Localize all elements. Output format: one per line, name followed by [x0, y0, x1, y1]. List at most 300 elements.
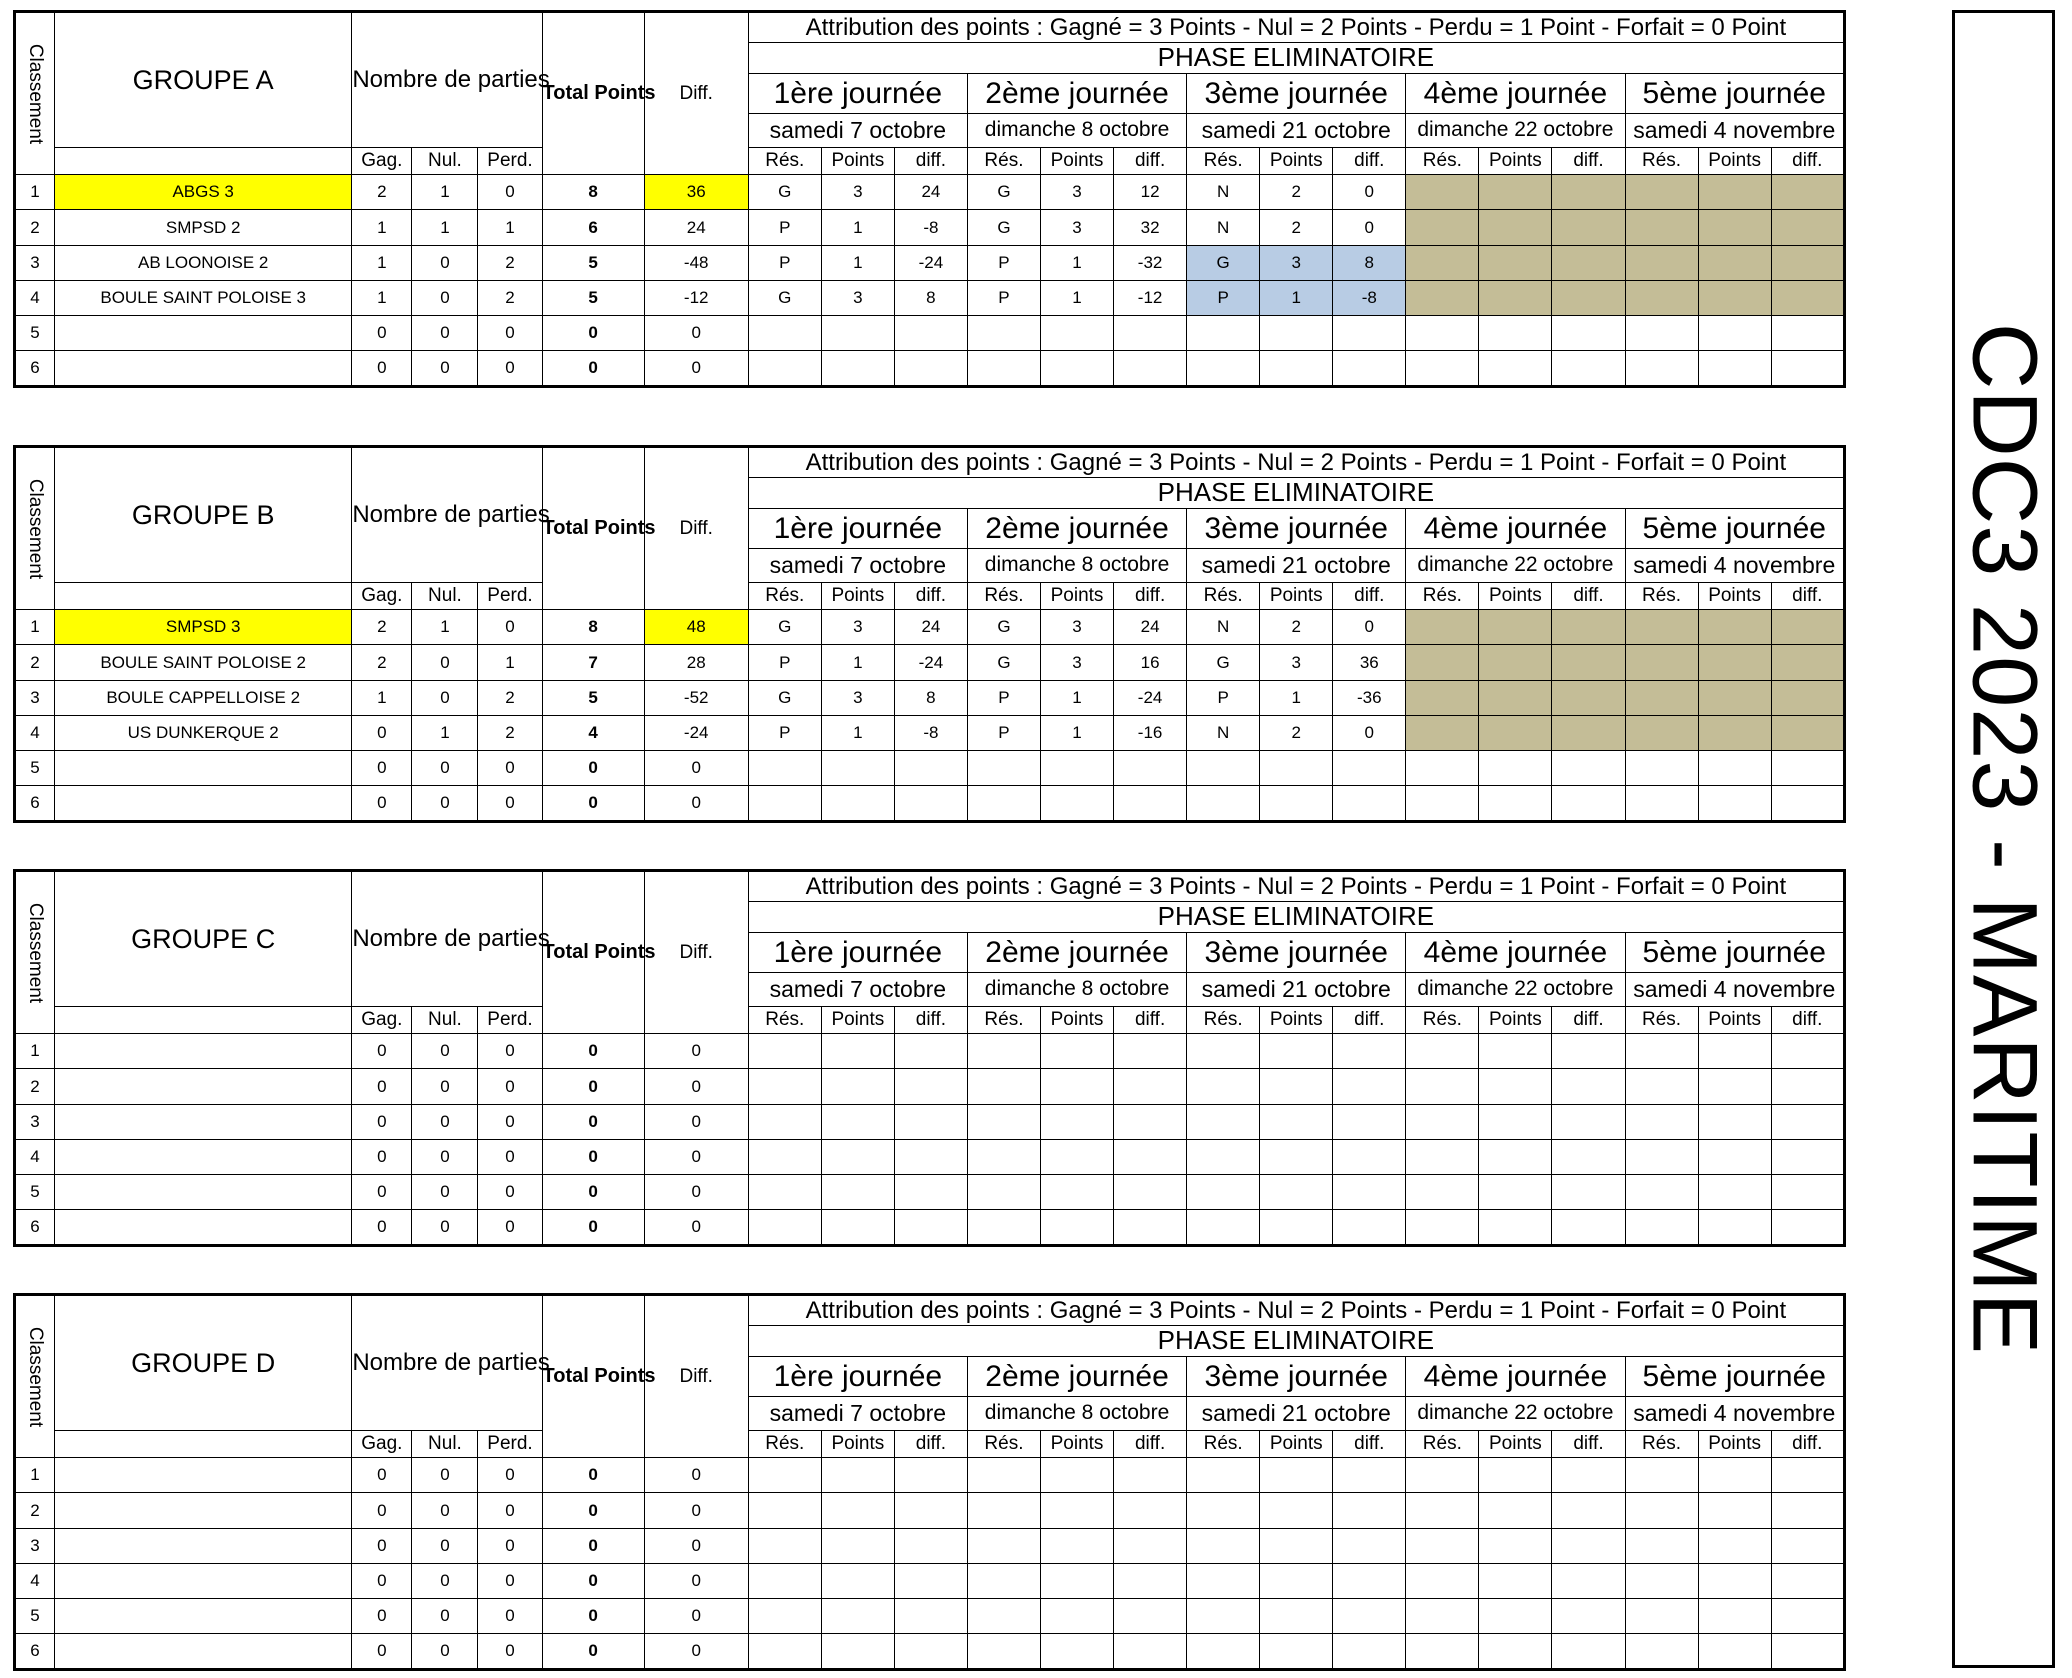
day-points-cell: [1479, 1634, 1552, 1669]
day-points-cell: [1479, 786, 1552, 821]
day-res-cell: [1187, 751, 1260, 786]
table-row: [15, 1458, 1845, 1493]
perd-cell: 2: [478, 245, 542, 280]
day-points-cell: [821, 351, 894, 386]
gag-cell: 0: [352, 1175, 412, 1210]
diff-cell: 0: [644, 1458, 748, 1493]
nul-cell: 0: [412, 1210, 478, 1245]
day-res-cell: [1406, 1634, 1479, 1669]
day-diff-cell: [1552, 1034, 1625, 1069]
rank-cell: 1: [15, 1034, 55, 1069]
gag-cell: 0: [352, 1528, 412, 1563]
day-res-cell: [1406, 680, 1479, 715]
day-res-cell: [1625, 1599, 1698, 1634]
table-row: [15, 175, 1845, 210]
day-points-cell: [1260, 1069, 1333, 1104]
day-res-cell: [1406, 751, 1479, 786]
rank-cell: 1: [15, 610, 55, 645]
day-res-cell: [1625, 175, 1698, 210]
day-res-cell: [1406, 1175, 1479, 1210]
day-diff-cell: [1771, 1210, 1844, 1245]
day-res-cell: G: [967, 610, 1040, 645]
day-res-cell: [1406, 1458, 1479, 1493]
table-row: [15, 1634, 1845, 1669]
day-points-cell: 2: [1260, 210, 1333, 245]
day-diff-cell: [1114, 1104, 1187, 1139]
day-diff-cell: [894, 786, 967, 821]
day-points-cell: [1041, 1458, 1114, 1493]
day-diff-cell: [1771, 1458, 1844, 1493]
day-points-cell: [1479, 1139, 1552, 1174]
total-cell: 0: [542, 351, 644, 386]
day-points-cell: [1041, 1104, 1114, 1139]
rank-cell: 6: [15, 786, 55, 821]
day-diff-cell: [1771, 751, 1844, 786]
day-res-cell: [748, 1210, 821, 1245]
team-cell: AB LOONOISE 2: [55, 245, 352, 280]
nul-cell: 0: [412, 1493, 478, 1528]
day-points-cell: [821, 316, 894, 351]
journee-header: 1ère journée: [748, 74, 967, 114]
day-points-cell: [1260, 1563, 1333, 1598]
gag-cell: 1: [352, 280, 412, 315]
nombre-parties-header: Nombre de parties: [352, 447, 542, 583]
day-diff-cell: [1552, 1458, 1625, 1493]
classement-header: [15, 871, 55, 1034]
day-res-cell: [967, 1210, 1040, 1245]
group-table: [13, 445, 1846, 823]
table-row: [15, 316, 1845, 351]
day-res-cell: P: [1187, 280, 1260, 315]
day-res-cell: [748, 1104, 821, 1139]
day-points-cell: 3: [821, 280, 894, 315]
day-points-cell: [1698, 351, 1771, 386]
day-points-cell: [1698, 1069, 1771, 1104]
total-cell: 0: [542, 1634, 644, 1669]
day-points-cell: [1698, 610, 1771, 645]
day-diff-header: diff.: [1114, 1431, 1187, 1458]
team-sub-header: [55, 1431, 352, 1458]
day-diff-cell: [1771, 351, 1844, 386]
perd-cell: 2: [478, 280, 542, 315]
day-points-cell: [1479, 351, 1552, 386]
day-res-cell: [1406, 1493, 1479, 1528]
day-points-cell: [1041, 316, 1114, 351]
points-header: Points: [1698, 1431, 1771, 1458]
day-points-cell: [1260, 1458, 1333, 1493]
day-res-cell: [1625, 1634, 1698, 1669]
diff-cell: 0: [644, 1634, 748, 1669]
day-points-cell: [1698, 751, 1771, 786]
perd-cell: 0: [478, 1034, 542, 1069]
perd-cell: 0: [478, 1458, 542, 1493]
day-res-cell: [967, 1175, 1040, 1210]
day-diff-cell: [1114, 1563, 1187, 1598]
day-res-cell: P: [967, 280, 1040, 315]
day-diff-cell: [894, 1493, 967, 1528]
nul-header: Nul.: [412, 1431, 478, 1458]
day-res-cell: N: [1187, 175, 1260, 210]
day-res-cell: G: [1187, 645, 1260, 680]
total-cell: 6: [542, 210, 644, 245]
day-diff-cell: [894, 1634, 967, 1669]
team-cell: [55, 1069, 352, 1104]
journee-date: samedi 4 novembre: [1625, 114, 1845, 148]
day-diff-cell: 0: [1333, 210, 1406, 245]
nul-cell: 0: [412, 1563, 478, 1598]
day-points-cell: [1260, 316, 1333, 351]
day-diff-cell: -12: [1114, 280, 1187, 315]
perd-header: Perd.: [478, 583, 542, 610]
day-res-cell: [967, 1139, 1040, 1174]
day-diff-cell: 8: [894, 680, 967, 715]
perd-cell: 0: [478, 1175, 542, 1210]
day-res-cell: [967, 1069, 1040, 1104]
nul-header: Nul.: [412, 148, 478, 175]
day-res-cell: [748, 316, 821, 351]
day-points-cell: [1041, 351, 1114, 386]
gag-header: Gag.: [352, 1431, 412, 1458]
day-diff-cell: [1333, 1139, 1406, 1174]
res-header: Rés.: [1625, 1431, 1698, 1458]
day-res-cell: [1625, 786, 1698, 821]
nul-cell: 0: [412, 1528, 478, 1563]
team-cell: [55, 1139, 352, 1174]
journee-date: samedi 7 octobre: [748, 114, 967, 148]
gag-cell: 1: [352, 245, 412, 280]
total-cell: 0: [542, 316, 644, 351]
perd-header: Perd.: [478, 148, 542, 175]
day-diff-cell: -24: [894, 245, 967, 280]
day-points-cell: [1698, 786, 1771, 821]
journee-date: dimanche 22 octobre: [1406, 1397, 1625, 1431]
journee-header: 5ème journée: [1625, 74, 1845, 114]
day-diff-cell: -24: [894, 645, 967, 680]
team-cell: BOULE SAINT POLOISE 3: [55, 280, 352, 315]
day-diff-header: diff.: [1333, 1431, 1406, 1458]
table-row: [15, 1175, 1845, 1210]
day-res-cell: [967, 1634, 1040, 1669]
day-res-cell: [1187, 1493, 1260, 1528]
team-cell: [55, 1175, 352, 1210]
gag-cell: 2: [352, 610, 412, 645]
day-points-cell: [1260, 1034, 1333, 1069]
day-res-cell: G: [748, 610, 821, 645]
day-points-cell: [821, 1458, 894, 1493]
table-row: [15, 645, 1845, 680]
table-row: [15, 1493, 1845, 1528]
points-header: Points: [1260, 1431, 1333, 1458]
nul-cell: 0: [412, 1104, 478, 1139]
day-points-cell: 1: [1041, 680, 1114, 715]
day-points-cell: [1698, 316, 1771, 351]
day-points-cell: [1479, 175, 1552, 210]
points-header: Points: [1041, 583, 1114, 610]
day-points-cell: [1479, 1563, 1552, 1598]
day-diff-cell: [894, 316, 967, 351]
day-res-cell: P: [748, 645, 821, 680]
journee-header: 4ème journée: [1406, 933, 1625, 973]
gag-cell: 0: [352, 1563, 412, 1598]
day-points-cell: [1479, 610, 1552, 645]
journee-header: 4ème journée: [1406, 74, 1625, 114]
team-cell: [55, 1528, 352, 1563]
day-points-cell: [1698, 645, 1771, 680]
day-diff-cell: [1333, 351, 1406, 386]
points-header: Points: [1041, 148, 1114, 175]
table-row: [15, 1139, 1845, 1174]
gag-cell: 0: [352, 1210, 412, 1245]
points-header: Points: [1479, 148, 1552, 175]
gag-cell: 0: [352, 715, 412, 750]
points-attribution: Attribution des points : Gagné = 3 Points - Nul = 2 Points - Perdu = 1 Point - Forfait = 0 Point: [748, 871, 1844, 902]
day-res-cell: [1187, 1599, 1260, 1634]
table-row: [15, 680, 1845, 715]
day-res-cell: [1625, 1458, 1698, 1493]
nul-cell: 0: [412, 1139, 478, 1174]
day-diff-header: diff.: [894, 583, 967, 610]
day-points-cell: [821, 786, 894, 821]
day-diff-cell: [1333, 751, 1406, 786]
day-res-cell: [748, 751, 821, 786]
day-diff-cell: [1552, 351, 1625, 386]
total-cell: 5: [542, 280, 644, 315]
classement-header: [15, 447, 55, 610]
gag-cell: 0: [352, 1139, 412, 1174]
res-header: Rés.: [1406, 583, 1479, 610]
day-res-cell: [1625, 645, 1698, 680]
day-diff-cell: [1333, 1634, 1406, 1669]
team-sub-header: [55, 1007, 352, 1034]
team-sub-header: [55, 583, 352, 610]
day-res-cell: [1406, 1069, 1479, 1104]
day-points-cell: [821, 751, 894, 786]
group-name: GROUPE C: [55, 871, 352, 1007]
diff-cell: -24: [644, 715, 748, 750]
day-diff-cell: [1552, 786, 1625, 821]
day-res-cell: [1625, 680, 1698, 715]
day-diff-header: diff.: [894, 148, 967, 175]
day-res-cell: [967, 316, 1040, 351]
day-diff-cell: [1114, 1599, 1187, 1634]
gag-cell: 0: [352, 751, 412, 786]
points-header: Points: [1698, 1007, 1771, 1034]
day-res-cell: [748, 1458, 821, 1493]
day-res-cell: [1625, 751, 1698, 786]
day-points-cell: [1041, 1528, 1114, 1563]
day-points-cell: [1698, 1599, 1771, 1634]
day-res-cell: [967, 751, 1040, 786]
day-diff-cell: [894, 1104, 967, 1139]
day-diff-cell: [1552, 610, 1625, 645]
gag-cell: 0: [352, 1599, 412, 1634]
classement-label: Classement: [24, 478, 46, 579]
day-points-cell: [1041, 1139, 1114, 1174]
day-diff-cell: [1771, 1493, 1844, 1528]
total-points-header: Total Points: [542, 1295, 644, 1458]
day-points-cell: [821, 1563, 894, 1598]
day-points-cell: [821, 1210, 894, 1245]
journee-header: 1ère journée: [748, 933, 967, 973]
day-points-cell: [1698, 1634, 1771, 1669]
perd-cell: 0: [478, 1210, 542, 1245]
gag-header: Gag.: [352, 148, 412, 175]
day-points-cell: [1479, 280, 1552, 315]
day-points-cell: 3: [821, 680, 894, 715]
nul-cell: 0: [412, 1634, 478, 1669]
res-header: Rés.: [748, 148, 821, 175]
day-points-cell: [1698, 1493, 1771, 1528]
diff-header: Diff.: [644, 871, 748, 1034]
gag-header: Gag.: [352, 583, 412, 610]
day-diff-cell: [1114, 1634, 1187, 1669]
journee-date: samedi 21 octobre: [1187, 114, 1406, 148]
nul-cell: 0: [412, 680, 478, 715]
day-res-cell: [967, 1599, 1040, 1634]
day-points-cell: 2: [1260, 715, 1333, 750]
day-points-cell: [1041, 1210, 1114, 1245]
day-diff-cell: [1552, 1528, 1625, 1563]
gag-cell: 1: [352, 680, 412, 715]
team-cell: [55, 751, 352, 786]
nombre-parties-header: Nombre de parties: [352, 871, 542, 1007]
group-table: [13, 869, 1846, 1247]
points-header: Points: [821, 1431, 894, 1458]
table-row: [15, 1069, 1845, 1104]
total-cell: 5: [542, 680, 644, 715]
rank-cell: 6: [15, 1210, 55, 1245]
day-res-cell: [1187, 1210, 1260, 1245]
gag-cell: 0: [352, 786, 412, 821]
day-points-cell: [1698, 1104, 1771, 1139]
nul-cell: 0: [412, 1034, 478, 1069]
day-diff-header: diff.: [1552, 1007, 1625, 1034]
diff-cell: 0: [644, 351, 748, 386]
day-points-cell: [821, 1104, 894, 1139]
res-header: Rés.: [1187, 148, 1260, 175]
journee-date: samedi 7 octobre: [748, 1397, 967, 1431]
day-res-cell: [1187, 316, 1260, 351]
rank-cell: 6: [15, 1634, 55, 1669]
day-points-cell: [1260, 1528, 1333, 1563]
rank-cell: 4: [15, 280, 55, 315]
total-cell: 0: [542, 1599, 644, 1634]
diff-header: Diff.: [644, 12, 748, 175]
day-res-cell: [1625, 316, 1698, 351]
rank-cell: 4: [15, 715, 55, 750]
journee-header: 3ème journée: [1187, 74, 1406, 114]
day-points-cell: [1041, 1599, 1114, 1634]
total-cell: 0: [542, 1034, 644, 1069]
perd-cell: 2: [478, 715, 542, 750]
rank-cell: 3: [15, 1528, 55, 1563]
journee-header: 3ème journée: [1187, 509, 1406, 549]
day-diff-cell: [1771, 1175, 1844, 1210]
day-diff-header: diff.: [1771, 1431, 1844, 1458]
day-points-cell: 1: [1041, 715, 1114, 750]
journee-header: 2ème journée: [967, 509, 1186, 549]
day-diff-cell: [1771, 1563, 1844, 1598]
day-diff-cell: [1771, 1069, 1844, 1104]
day-res-cell: [1406, 645, 1479, 680]
nul-cell: 1: [412, 715, 478, 750]
day-diff-cell: [894, 1034, 967, 1069]
day-points-cell: 3: [1041, 610, 1114, 645]
points-header: Points: [821, 1007, 894, 1034]
day-points-cell: [1041, 786, 1114, 821]
total-points-header: Total Points: [542, 871, 644, 1034]
day-points-cell: [1479, 1034, 1552, 1069]
perd-cell: 0: [478, 316, 542, 351]
day-res-cell: [748, 786, 821, 821]
day-points-cell: [1260, 1104, 1333, 1139]
journee-date: samedi 7 octobre: [748, 549, 967, 583]
points-header: Points: [1260, 583, 1333, 610]
rank-cell: 2: [15, 210, 55, 245]
day-diff-cell: [1771, 245, 1844, 280]
journee-header: 1ère journée: [748, 1357, 967, 1397]
day-points-cell: 1: [821, 645, 894, 680]
day-points-cell: [1479, 210, 1552, 245]
day-diff-cell: [894, 751, 967, 786]
table-row: [15, 610, 1845, 645]
day-diff-cell: [1771, 680, 1844, 715]
total-cell: 0: [542, 1493, 644, 1528]
points-header: Points: [1260, 148, 1333, 175]
day-points-cell: [1479, 316, 1552, 351]
day-diff-cell: [1114, 1034, 1187, 1069]
nombre-parties-header: Nombre de parties: [352, 12, 542, 148]
day-res-cell: N: [1187, 610, 1260, 645]
day-diff-cell: [1552, 1599, 1625, 1634]
diff-cell: 48: [644, 610, 748, 645]
day-diff-cell: [1552, 1139, 1625, 1174]
res-header: Rés.: [748, 1007, 821, 1034]
day-diff-cell: [1771, 210, 1844, 245]
day-diff-header: diff.: [1333, 148, 1406, 175]
day-diff-cell: [1771, 1139, 1844, 1174]
perd-cell: 0: [478, 351, 542, 386]
day-diff-cell: 32: [1114, 210, 1187, 245]
day-res-cell: [1625, 1104, 1698, 1139]
table-row: [15, 210, 1845, 245]
day-diff-cell: [894, 1069, 967, 1104]
res-header: Rés.: [748, 1431, 821, 1458]
day-diff-cell: 36: [1333, 645, 1406, 680]
diff-cell: 0: [644, 1175, 748, 1210]
day-diff-cell: [1552, 316, 1625, 351]
day-res-cell: [1625, 1069, 1698, 1104]
journee-date: dimanche 22 octobre: [1406, 973, 1625, 1007]
gag-cell: 0: [352, 1069, 412, 1104]
day-diff-cell: [1333, 1034, 1406, 1069]
journee-date: samedi 7 octobre: [748, 973, 967, 1007]
rank-cell: 6: [15, 351, 55, 386]
nul-cell: 0: [412, 351, 478, 386]
diff-cell: 24: [644, 210, 748, 245]
journee-header: 2ème journée: [967, 1357, 1186, 1397]
day-points-cell: [821, 1034, 894, 1069]
total-cell: 0: [542, 1563, 644, 1598]
day-points-cell: [821, 1139, 894, 1174]
rank-cell: 5: [15, 1599, 55, 1634]
day-diff-header: diff.: [894, 1431, 967, 1458]
diff-header: Diff.: [644, 1295, 748, 1458]
team-cell: [55, 1634, 352, 1669]
day-diff-cell: -16: [1114, 715, 1187, 750]
day-diff-header: diff.: [1552, 148, 1625, 175]
day-res-cell: [748, 1563, 821, 1598]
